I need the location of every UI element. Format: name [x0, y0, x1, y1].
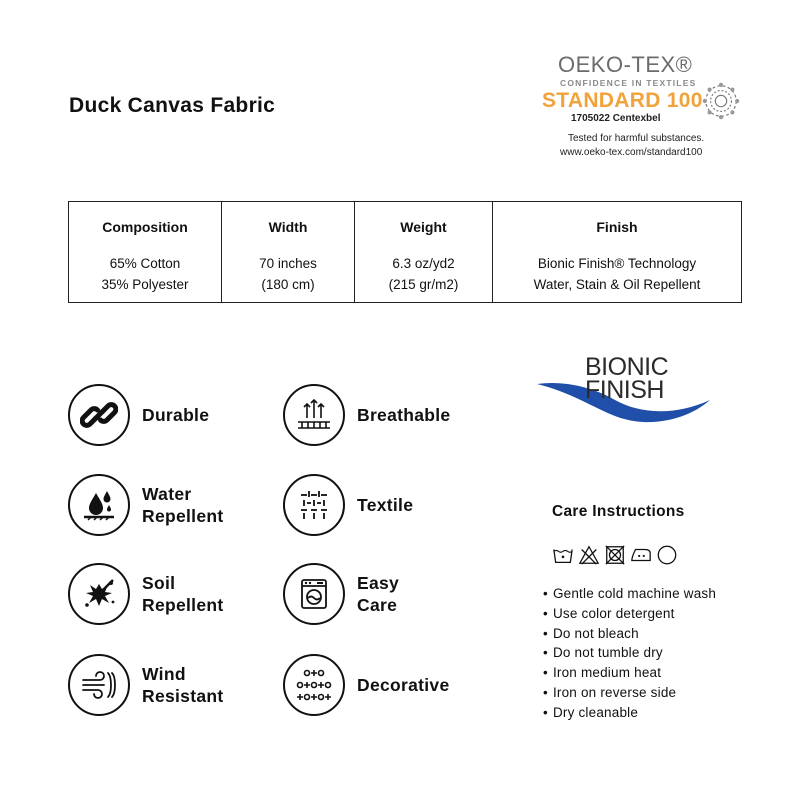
oeko-tex-label: [540, 52, 750, 162]
wind-icon: [78, 664, 120, 706]
oeko-tex-standard: STANDARD 100: [542, 89, 703, 112]
oeko-tex-tested: Tested for harmful substances.: [568, 133, 705, 144]
feature-label-line: Repellent: [142, 506, 224, 526]
feature-label-line: Textile: [357, 495, 414, 515]
care-item: • Dry cleanable: [543, 703, 716, 723]
feature-label: [357, 572, 399, 616]
feature-icon-circle: [283, 654, 345, 716]
spec-value: [222, 253, 354, 295]
feature-textile: [283, 474, 413, 536]
spec-value-line: 6.3 oz/yd2: [392, 256, 455, 271]
care-item: • Use color detergent: [543, 604, 716, 624]
page-title: Duck Canvas Fabric: [69, 94, 276, 117]
feature-label-line: Wind: [142, 664, 186, 684]
care-item: • Iron medium heat: [543, 663, 716, 683]
feature-wind-resistant: [68, 654, 223, 716]
feature-label-line: Care: [357, 595, 398, 615]
feature-icon-circle: [68, 384, 130, 446]
feature-label: [142, 663, 223, 707]
spec-value: [493, 253, 741, 295]
feature-icon-circle: [283, 563, 345, 625]
feature-icon-circle: [68, 563, 130, 625]
textile-weave-icon: [294, 485, 334, 525]
spec-header: Composition: [102, 219, 188, 235]
care-icons: [552, 544, 678, 566]
feature-label-line: Repellent: [142, 595, 224, 615]
bionic-finish-logo: [535, 350, 715, 430]
feature-icon-circle: [68, 654, 130, 716]
feature-label: [357, 404, 450, 426]
feature-water-repellent: [68, 474, 223, 536]
feature-label: [142, 572, 223, 616]
feature-decorative: [283, 654, 450, 716]
feature-durable: [68, 384, 209, 446]
spec-value-line: 65% Cotton: [109, 256, 181, 271]
breathable-arrows-icon: [293, 394, 335, 436]
no-bleach-icon: [578, 544, 600, 566]
spec-col-finish: [493, 202, 741, 302]
feature-label-line: Durable: [142, 405, 210, 425]
care-item: • Do not bleach: [543, 624, 716, 644]
spec-col-weight: [355, 202, 493, 302]
care-title: Care Instructions: [552, 503, 685, 520]
no-tumble-dry-icon: [604, 544, 626, 566]
spec-value-line: Bionic Finish® Technology: [537, 256, 697, 271]
spec-col-composition: [69, 202, 222, 302]
feature-label-line: Soil: [142, 573, 176, 593]
care-list: [543, 584, 716, 723]
oeko-tex-certificate: 1705022 Centexbel: [571, 113, 661, 124]
bionic-line1: BIONIC: [585, 353, 669, 381]
care-item: • Iron on reverse side: [543, 683, 716, 703]
water-drops-icon: [79, 485, 119, 525]
feature-label: [357, 494, 413, 516]
spec-header: Weight: [400, 219, 447, 235]
spec-value-line: 70 inches: [259, 256, 317, 271]
feature-breathable: [283, 384, 450, 446]
bionic-line2: FINISH: [585, 376, 664, 404]
spec-col-width: [222, 202, 355, 302]
spec-value-line: (180 cm): [261, 277, 315, 292]
feature-icon-circle: [68, 474, 130, 536]
oeko-tex-flower-icon: [702, 82, 740, 120]
oeko-tex-url: www.oeko-tex.com/standard100: [560, 147, 703, 158]
feature-label-line: Water: [142, 484, 192, 504]
spec-value-line: Water, Stain & Oil Repellent: [533, 277, 701, 292]
spec-value: [355, 253, 492, 295]
spec-value: [69, 253, 221, 295]
oeko-tex-tagline: CONFIDENCE IN TEXTILES: [560, 78, 697, 88]
feature-icon-circle: [283, 384, 345, 446]
decorative-pattern-icon: [293, 664, 335, 706]
dry-clean-icon: [656, 544, 678, 566]
care-item: • Do not tumble dry: [543, 643, 716, 663]
spec-table: [68, 201, 742, 303]
soil-splash-icon: [79, 574, 119, 614]
feature-label-line: Decorative: [357, 675, 450, 695]
feature-label-line: Easy: [357, 573, 400, 593]
feature-label-line: Resistant: [142, 686, 224, 706]
feature-label-line: Breathable: [357, 405, 451, 425]
iron-medium-icon: [630, 544, 652, 566]
spec-value-line: 35% Polyester: [101, 277, 189, 292]
feature-label: [142, 483, 223, 527]
spec-value-line: (215 gr/m2): [388, 277, 459, 292]
feature-label: [142, 404, 209, 426]
feature-soil-repellent: [68, 563, 223, 625]
spec-header: Width: [268, 219, 308, 235]
care-item: • Gentle cold machine wash: [543, 584, 716, 604]
washing-machine-icon: [296, 576, 332, 612]
spec-header: Finish: [596, 219, 638, 235]
feature-icon-circle: [283, 474, 345, 536]
chain-link-icon: [80, 396, 118, 434]
cold-wash-icon: [552, 544, 574, 566]
feature-easy-care: [283, 563, 399, 625]
feature-label: [357, 674, 450, 696]
oeko-tex-brand: OEKO-TEX®: [558, 52, 693, 77]
